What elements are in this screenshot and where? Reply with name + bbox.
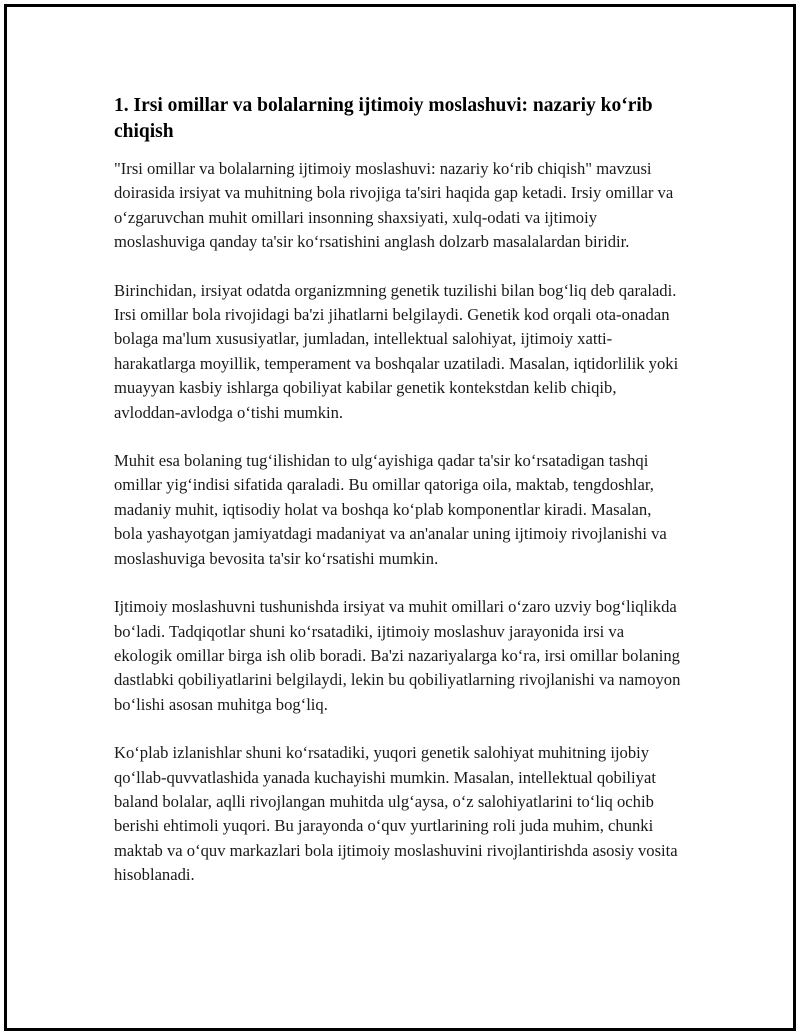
paragraph-4: Ijtimoiy moslashuvni tushunishda irsiyat va muhit omillari o‘zaro uzviy bog‘liqlikda bo‘ladi. Tadqiqotlar shuni ko‘rsatadiki, ijtimoiy moslashuv jarayonida irsi va ekologik omillar birga ish olib boradi. Ba'zi nazariyalarga ko‘ra, irsi omillar bolaning dastlabki qobiliyatlarini belgilaydi, lekin bu qobiliyatlarning rivojlanishi va namoyon bo‘lishi asosan muhitga bog‘liq. [114, 597, 681, 714]
paragraph-3: Muhit esa bolaning tug‘ilishidan to ulg‘ayishiga qadar ta'sir ko‘rsatadigan tashqi omillar yig‘indisi sifatida qaraladi. Bu omillar qatoriga oila, maktab, tengdoshlar, madaniy muhit, iqtisodiy holat va boshqa ko‘plab komponentlar kiradi. Masalan, bola yashayotgan jamiyatdagi madaniyat va an'analar uning ijtimoiy rivojlanishi va moslashuviga bevosita ta'sir ko‘rsatishi mumkin. [114, 451, 667, 568]
document-body [114, 93, 684, 912]
paragraph-2: Birinchidan, irsiyat odatda organizmning genetik tuzilishi bilan bog‘liq deb qaraladi. Irsi omillar bola rivojidagi ba'zi jihatlarni belgilaydi. Genetik kod orqali ota-onadan bolaga ma'lum xususiyatlar, jumladan, intellektual salohiyat, ijtimoiy xatti-harakatlarga moyillik, temperament va boshqalar uzatiladi. Masalan, iqtidorlilik yoki muayyan kasbiy ishlarga qobiliyat kabilar genetik kontekstdan kelib chiqib, avloddan-avlodga o‘tishi mumkin. [114, 280, 679, 422]
paragraph-5: Ko‘plab izlanishlar shuni ko‘rsatadiki, yuqori genetik salohiyat muhitning ijobiy qo‘llab-quvvatlashida yanada kuchayishi mumkin. Masalan, intellektual qobiliyat baland bolalar, aqlli rivojlangan muhitda ulg‘aysa, o‘z salohiyatlarini to‘liq ochib berishi ehtimoli yuqori. Bu jarayonda o‘quv yurtlarining roli juda muhim, chunki maktab va o‘quv markazlari bola ijtimoiy moslashuvini rivojlantirishda asosiy vosita hisoblanadi. [114, 743, 678, 885]
document-title: 1. Irsi omillar va bolalarning ijtimoiy moslashuvi: nazariy ko‘rib chiqish [114, 95, 653, 142]
paragraph-1: "Irsi omillar va bolalarning ijtimoiy moslashuvi: nazariy ko‘rib chiqish" mavzusi doirasida irsiyat va muhitning bola rivojiga ta'siri haqida gap ketadi. Irsiy omillar va o‘zgaruvchan muhit omillari insonning shaxsiyati, xulq-odati va ijtimoiy moslashuviga qanday ta'sir ko‘rsatishini anglash dolzarb masalalardan biridir. [114, 159, 674, 252]
